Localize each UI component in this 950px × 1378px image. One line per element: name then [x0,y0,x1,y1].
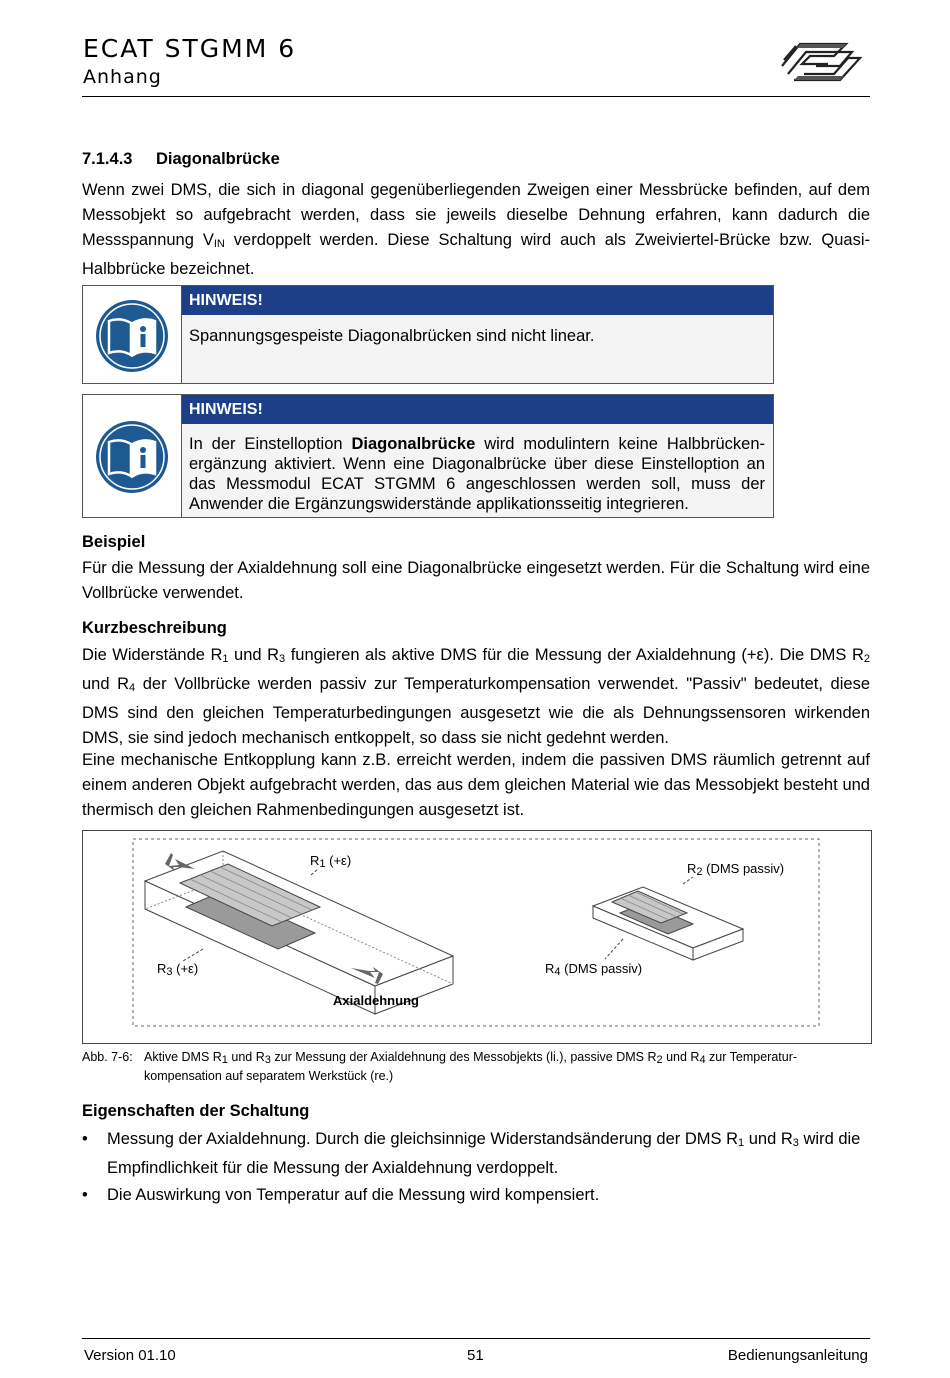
eigenschaften-heading: Eigenschaften der Schaltung [82,1102,310,1120]
header-subtitle: Anhang [83,66,162,88]
figure-frame [82,830,872,1044]
label-r2: $R_2$ (DMS passiv) [687,861,785,878]
note-1-text: Spannungsgespeiste Diagonalbrücken sind nicht linear. [189,327,595,345]
header-rule [82,96,870,97]
kurzbeschreibung-p2: Eine mechanische Entkopplung kann z.B. erreicht werden, indem die passiven DMS räumlich getrennt auf einem anderen Objekt aufgebracht werden, das aus dem gleichen Material wie das Messobjekt besteht und thermisch den gleichen Rahmenbedingungen ausgesetzt ist. [82,751,870,819]
note-1-heading: HINWEIS! [182,286,773,315]
label-axialdehnung: Axialdehnung [333,993,419,1008]
kurzbeschreibung-p1: Die Widerstände $R_1$ und $R_3$ fungieren als aktive DMS für die Messung der Axialdehnung (+ε). Die DMS $R_2$ und $R_4$ der Vollbrücke werden passiv zur Temperaturkompensation verwendet. "Passiv" bedeutet, diese DMS sind den gleichen Temperaturbedingungen ausgesetzt wie die als Dehnungssensoren wirkenden DMS, sie sind jedoch mechanisch entkoppelt, so dass sie nicht gedehnt werden. [82,646,871,747]
list-item: • Messung der Axialdehnung. Durch die gleichsinnige Widerstandsänderung der DMS $R_1$ und $R_3$ wird die Empfindlichkeit für die Messung der Axialdehnung verdoppelt. [82,1130,861,1177]
label-r4: $R_4$ (DMS passiv) [545,961,643,978]
section-number: 7.1.4.3 [82,150,133,168]
figure-caption: Abb. 7-6: Aktive DMS $R_1$ und $R_3$ zur Messung der Axialdehnung des Messobjekts (li.), passive DMS $R_2$ und $R_4$ zur Temperatur- kompensation auf separatem Werkstück (re.) [82,1050,798,1083]
note-2-text: In der Einstelloption Diagonalbrücke wird modulintern keine Halbbrücken-ergänzung aktiviert. Wenn eine Diagonalbrücke über diese Einstelloption an das Messmodul ECAT STGMM 6 angeschlossen werden soll, muss der Anwender die Ergänzungswiderstände applikationsseitig integrieren. [189,435,765,513]
list-item: • Die Auswirkung von Temperatur auf die Messung wird kompensiert. [82,1186,600,1204]
label-r3: $R_3$ (+ε) [157,961,199,978]
page-number: 51 [467,1347,484,1364]
section-title: Diagonalbrücke [156,150,280,168]
note-2-heading: HINWEIS! [182,395,773,424]
label-r1: $R_1$ (+ε) [310,853,352,870]
info-cell [83,395,182,517]
footer-version: Version 01.10 [84,1347,176,1364]
note-box-2 [82,394,774,518]
note-box-1 [82,285,774,384]
beispiel-text: Für die Messung der Axialdehnung soll eine Diagonalbrücke eingesetzt werden. Für die Schaltung wird eine Vollbrücke verwendet. [82,559,870,602]
kurzbeschreibung-heading: Kurzbeschreibung [82,619,227,637]
info-book-icon [95,299,169,373]
company-logo-icon [776,36,866,84]
intro-paragraph: Wenn zwei DMS, die sich in diagonal gegenüberliegenden Zweigen einer Messbrücke befinden, auf dem Messobjekt so aufgebracht werden, dass sie jeweils dieselbe Dehnung erfahren, kann dadurch die Messspannung $V_{IN}$ verdoppelt werden. Diese Schaltung wird auch als Zweiviertel-Brücke bzw. Quasi-Halbbrücke bezeichnet. [82,181,871,278]
header-title: ECAT STGMM 6 [83,34,297,63]
info-book-icon [95,420,169,494]
info-cell [83,286,182,383]
footer-rule [82,1338,870,1339]
footer-doc-type: Bedienungsanleitung [727,1347,868,1364]
section-heading [82,150,280,169]
beispiel-heading: Beispiel [82,533,146,551]
